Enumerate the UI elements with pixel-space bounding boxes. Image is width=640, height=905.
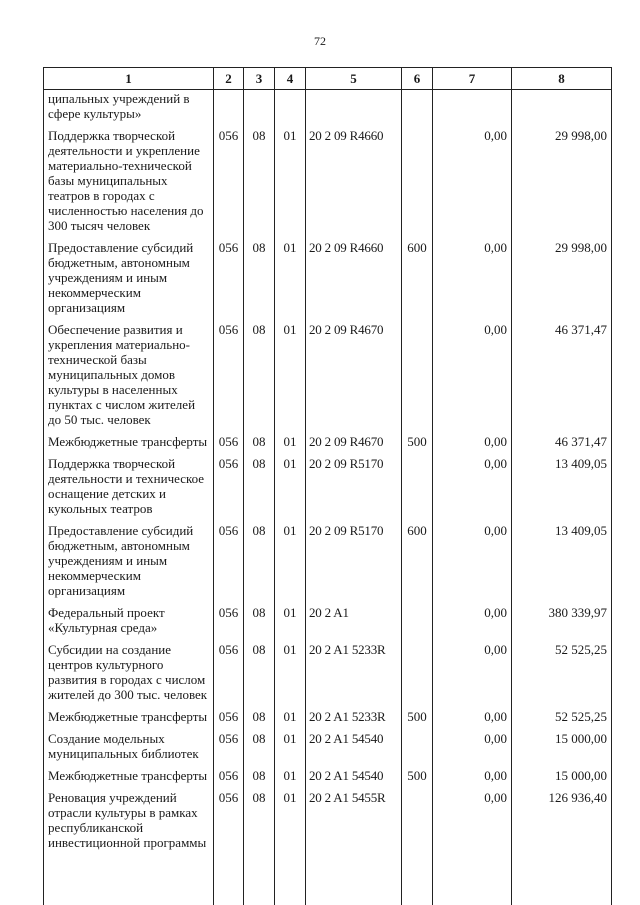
- row-section: 08: [244, 730, 275, 767]
- row-subsection: 01: [275, 767, 306, 789]
- row-expense-type: 600: [402, 522, 433, 604]
- row-name: Предоставление субсидий бюджетным, автономным учреждениям и иным некоммерческим организациям: [44, 239, 214, 321]
- row-section: [244, 90, 275, 128]
- col-header-6: 6: [402, 68, 433, 90]
- row-subsection: 01: [275, 641, 306, 708]
- row-name: Межбюджетные трансферты: [44, 708, 214, 730]
- row-expense-type: [402, 127, 433, 239]
- row-section: 08: [244, 522, 275, 604]
- row-name: Создание модельных муниципальных библиотек: [44, 730, 214, 767]
- col-header-4: 4: [275, 68, 306, 90]
- row-section: 08: [244, 433, 275, 455]
- row-amount-col8: 29 998,00: [512, 127, 612, 239]
- row-target-item: 20 2 09 R5170: [306, 522, 402, 604]
- row-subsection: 01: [275, 789, 306, 905]
- row-target-item: 20 2 09 R5170: [306, 455, 402, 522]
- row-amount-col7: 0,00: [433, 239, 512, 321]
- col-header-7: 7: [433, 68, 512, 90]
- row-amount-col8: 15 000,00: [512, 730, 612, 767]
- row-department: 056: [214, 455, 244, 522]
- row-subsection: 01: [275, 604, 306, 641]
- row-section: 08: [244, 767, 275, 789]
- row-section: 08: [244, 604, 275, 641]
- row-department: 056: [214, 708, 244, 730]
- row-subsection: 01: [275, 522, 306, 604]
- row-amount-col8: 52 525,25: [512, 708, 612, 730]
- row-subsection: 01: [275, 708, 306, 730]
- row-amount-col7: 0,00: [433, 455, 512, 522]
- table-row: [44, 321, 612, 433]
- header-row: [44, 68, 612, 90]
- row-amount-col7: 0,00: [433, 789, 512, 905]
- col-header-2: 2: [214, 68, 244, 90]
- row-section: 08: [244, 321, 275, 433]
- row-amount-col8: 46 371,47: [512, 433, 612, 455]
- col-header-1: 1: [44, 68, 214, 90]
- row-name: Обеспечение развития и укрепления материально-технической базы муниципальных домов культуры в населенных пунктах с числом жителей до 50 тыс. человек: [44, 321, 214, 433]
- row-target-item: 20 2 A1 5233R: [306, 641, 402, 708]
- row-amount-col7: [433, 90, 512, 128]
- row-expense-type: [402, 730, 433, 767]
- row-target-item: 20 2 A1 54540: [306, 767, 402, 789]
- row-department: 056: [214, 127, 244, 239]
- row-subsection: 01: [275, 455, 306, 522]
- row-name: ципальных учреждений в сфере культуры»: [44, 90, 214, 128]
- row-amount-col7: 0,00: [433, 708, 512, 730]
- row-amount-col7: 0,00: [433, 730, 512, 767]
- col-header-5: 5: [306, 68, 402, 90]
- row-name: Федеральный проект «Культурная среда»: [44, 604, 214, 641]
- row-subsection: [275, 90, 306, 128]
- table-row: [44, 239, 612, 321]
- row-target-item: 20 2 A1 5455R: [306, 789, 402, 905]
- col-header-3: 3: [244, 68, 275, 90]
- row-name: Субсидии на создание центров культурного развития в городах с числом жителей до 300 тыс. человек: [44, 641, 214, 708]
- table-row: [44, 730, 612, 767]
- row-subsection: 01: [275, 239, 306, 321]
- row-department: 056: [214, 730, 244, 767]
- budget-table: [43, 67, 612, 905]
- row-amount-col8: 15 000,00: [512, 767, 612, 789]
- table-row: [44, 433, 612, 455]
- row-target-item: 20 2 09 R4670: [306, 321, 402, 433]
- row-subsection: 01: [275, 433, 306, 455]
- row-amount-col8: 380 339,97: [512, 604, 612, 641]
- row-expense-type: 500: [402, 708, 433, 730]
- table-row: [44, 127, 612, 239]
- row-target-item: 20 2 09 R4660: [306, 239, 402, 321]
- row-section: 08: [244, 127, 275, 239]
- row-section: 08: [244, 789, 275, 905]
- table-row: [44, 455, 612, 522]
- row-department: 056: [214, 767, 244, 789]
- row-name: Поддержка творческой деятельности и укрепление материально-технической базы муниципальных театров в городах с численностью населения до 300 тысяч человек: [44, 127, 214, 239]
- row-section: 08: [244, 641, 275, 708]
- row-expense-type: [402, 641, 433, 708]
- row-expense-type: 500: [402, 767, 433, 789]
- row-section: 08: [244, 708, 275, 730]
- row-amount-col7: 0,00: [433, 767, 512, 789]
- table-row: [44, 604, 612, 641]
- row-amount-col7: 0,00: [433, 641, 512, 708]
- row-target-item: 20 2 09 R4660: [306, 127, 402, 239]
- row-target-item: 20 2 A1 54540: [306, 730, 402, 767]
- row-amount-col8: 52 525,25: [512, 641, 612, 708]
- row-subsection: 01: [275, 730, 306, 767]
- row-department: [214, 90, 244, 128]
- table-row: [44, 641, 612, 708]
- row-department: 056: [214, 789, 244, 905]
- row-amount-col8: 13 409,05: [512, 522, 612, 604]
- row-target-item: [306, 90, 402, 128]
- row-expense-type: [402, 455, 433, 522]
- row-amount-col7: 0,00: [433, 433, 512, 455]
- row-target-item: 20 2 09 R4670: [306, 433, 402, 455]
- row-amount-col8: 29 998,00: [512, 239, 612, 321]
- table-row: [44, 789, 612, 905]
- row-expense-type: [402, 90, 433, 128]
- row-expense-type: 600: [402, 239, 433, 321]
- page-number: 72: [314, 34, 326, 48]
- row-section: 08: [244, 455, 275, 522]
- row-amount-col7: 0,00: [433, 321, 512, 433]
- row-name: Поддержка творческой деятельности и техническое оснащение детских и кукольных театров: [44, 455, 214, 522]
- table-row: [44, 767, 612, 789]
- row-amount-col7: 0,00: [433, 127, 512, 239]
- row-section: 08: [244, 239, 275, 321]
- row-department: 056: [214, 522, 244, 604]
- row-amount-col7: 0,00: [433, 604, 512, 641]
- row-name: Межбюджетные трансферты: [44, 767, 214, 789]
- table-row: [44, 90, 612, 128]
- row-amount-col8: 126 936,40: [512, 789, 612, 905]
- table-row: [44, 522, 612, 604]
- table-body: [44, 90, 612, 905]
- row-department: 056: [214, 433, 244, 455]
- row-name: Межбюджетные трансферты: [44, 433, 214, 455]
- col-header-8: 8: [512, 68, 612, 90]
- row-amount-col7: 0,00: [433, 522, 512, 604]
- row-subsection: 01: [275, 321, 306, 433]
- row-subsection: 01: [275, 127, 306, 239]
- row-expense-type: [402, 604, 433, 641]
- row-expense-type: [402, 789, 433, 905]
- row-expense-type: 500: [402, 433, 433, 455]
- row-name: Реновация учреждений отрасли культуры в рамках республиканской инвестиционной программы: [44, 789, 214, 905]
- row-amount-col8: 13 409,05: [512, 455, 612, 522]
- row-amount-col8: [512, 90, 612, 128]
- row-department: 056: [214, 321, 244, 433]
- row-department: 056: [214, 239, 244, 321]
- table-row: [44, 708, 612, 730]
- row-target-item: 20 2 A1: [306, 604, 402, 641]
- row-amount-col8: 46 371,47: [512, 321, 612, 433]
- row-department: 056: [214, 641, 244, 708]
- row-department: 056: [214, 604, 244, 641]
- row-target-item: 20 2 A1 5233R: [306, 708, 402, 730]
- row-name: Предоставление субсидий бюджетным, автономным учреждениям и иным некоммерческим организациям: [44, 522, 214, 604]
- row-expense-type: [402, 321, 433, 433]
